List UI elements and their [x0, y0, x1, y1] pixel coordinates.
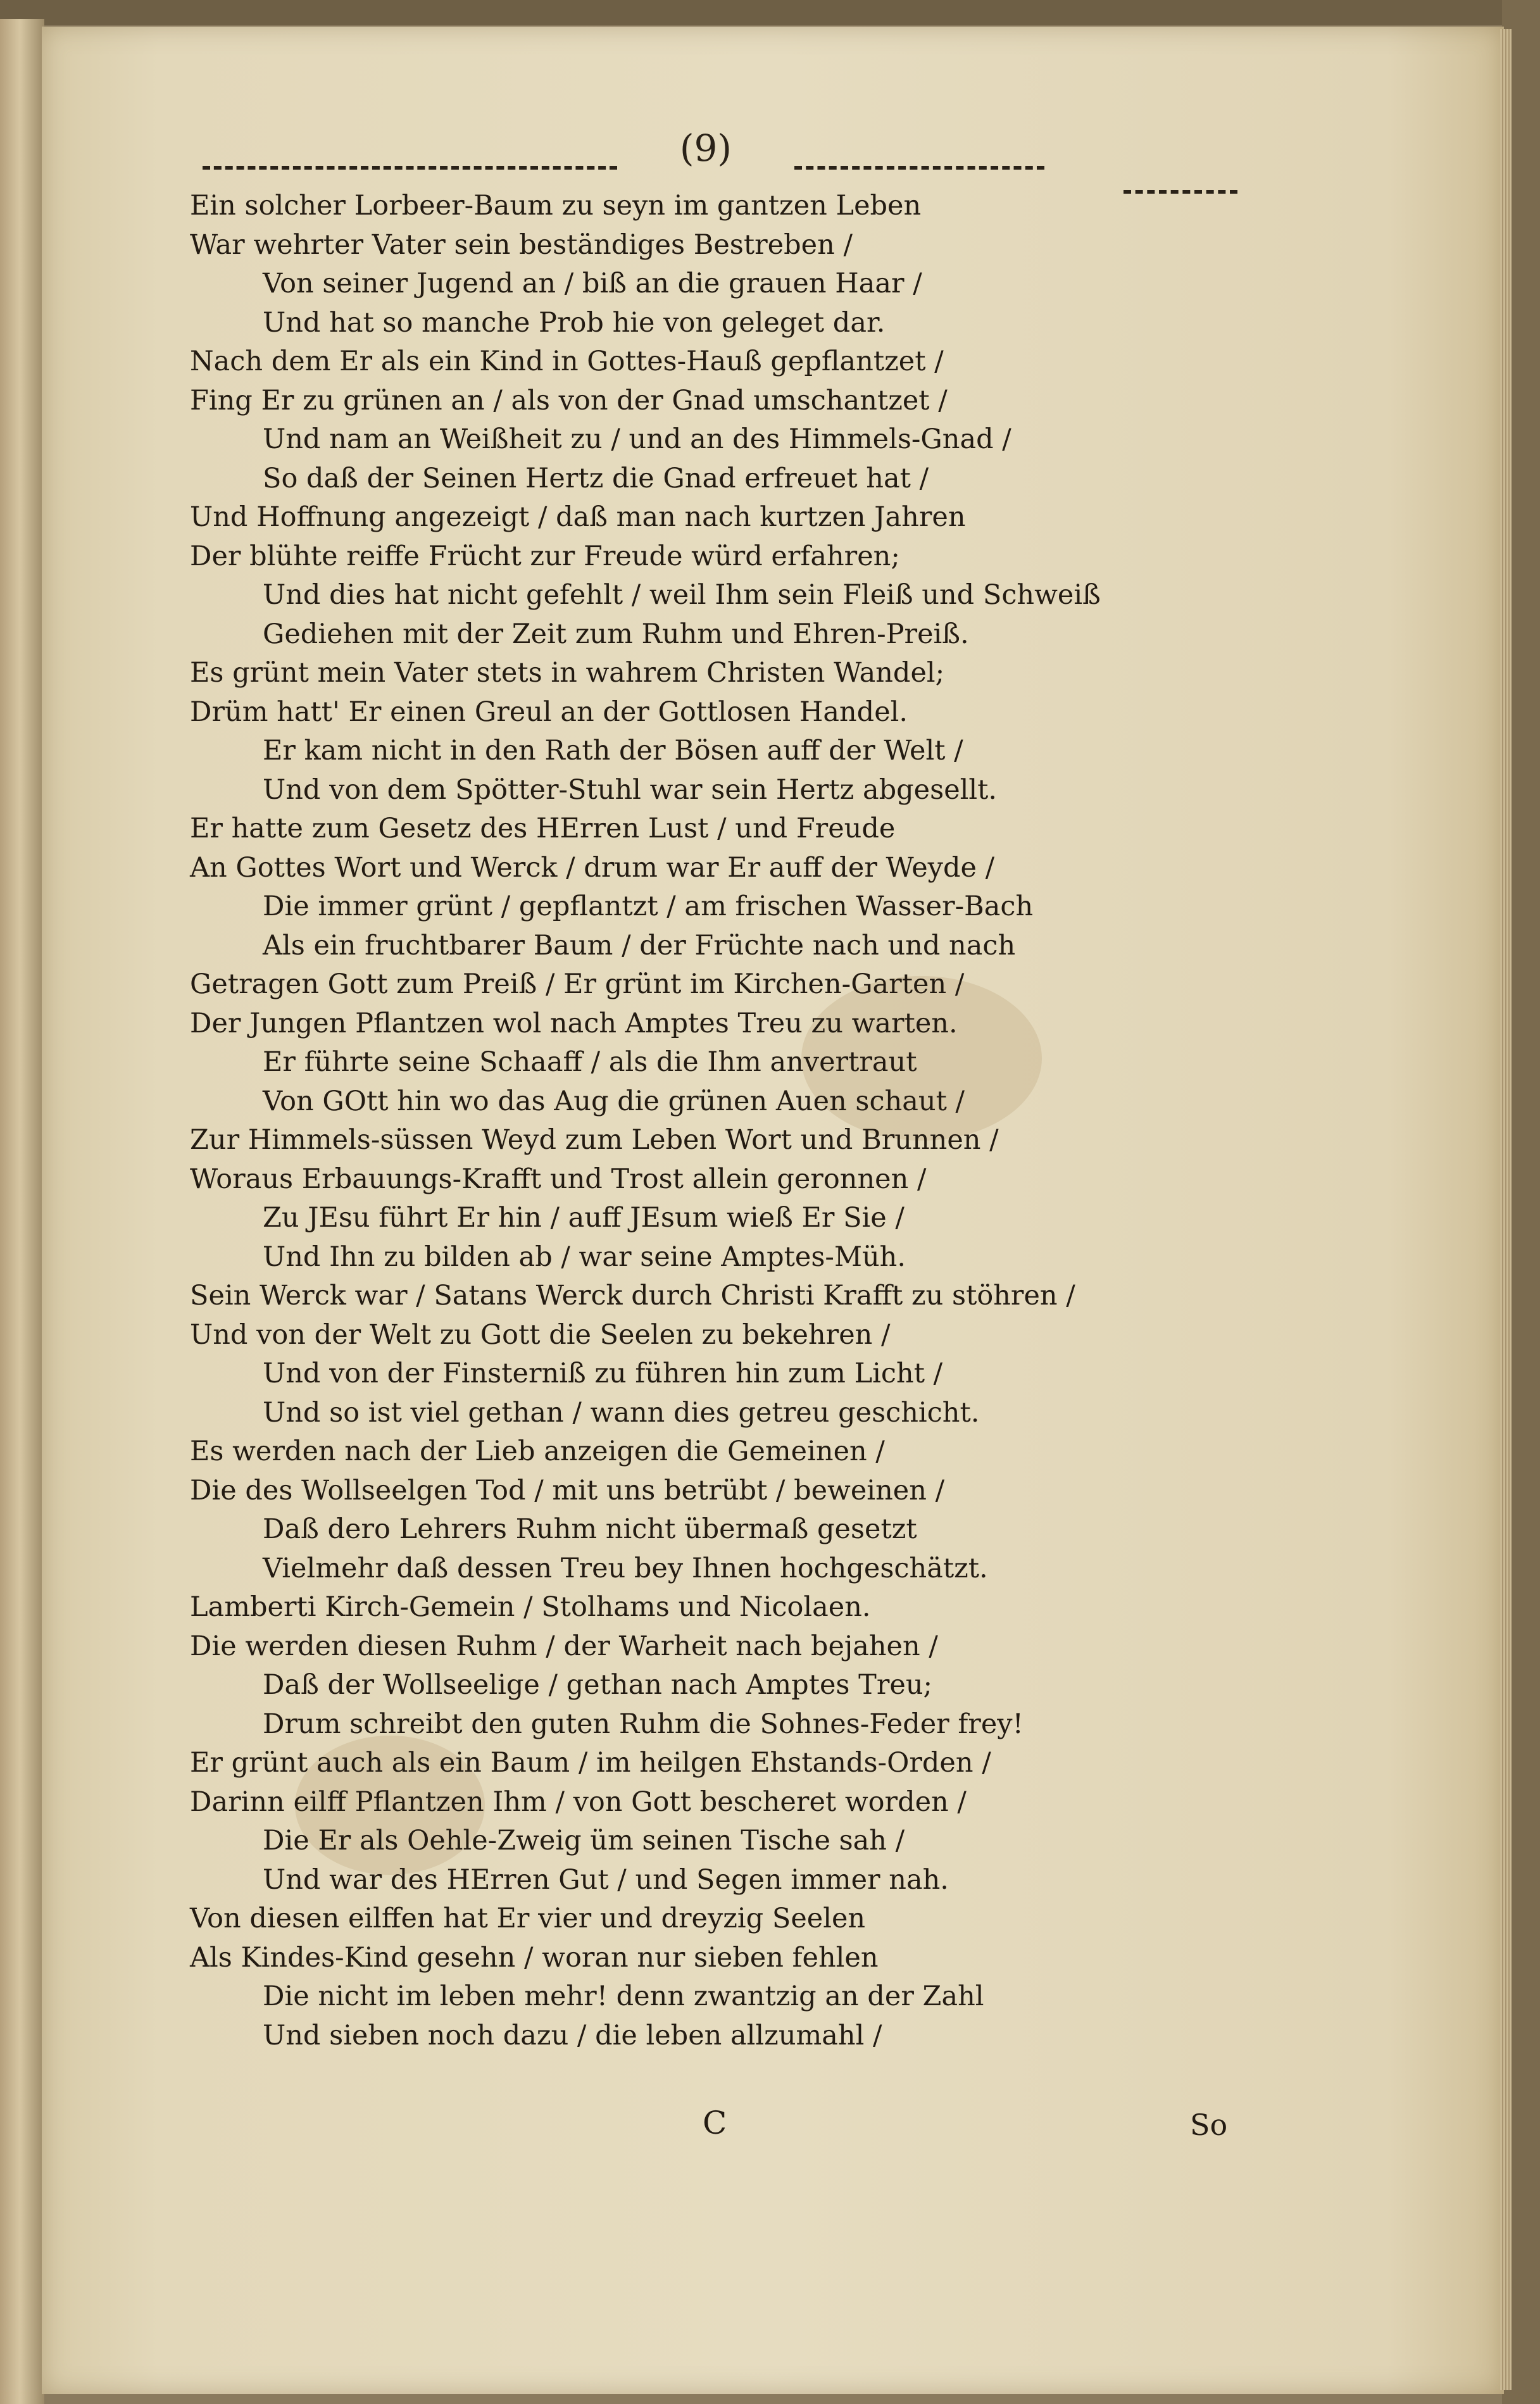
signature-mark: C [703, 2105, 727, 2141]
poem-line: Fing Er zu grünen an / als von der Gnad umschantzet / [190, 384, 948, 416]
poem-line: Daß der Wollseelige / gethan nach Amptes Treu; [263, 1669, 933, 1701]
poem-line: Getragen Gott zum Preiß / Er grünt im Kirchen-Garten / [190, 968, 965, 1000]
poem-line: Und Hoffnung angezeigt / daß man nach kurtzen Jahren [190, 501, 966, 533]
header-rule-left [203, 166, 617, 170]
poem-line: Und so ist viel gethan / wann dies getreu geschicht. [263, 1396, 980, 1429]
poem-line: Lamberti Kirch-Gemein / Stolhams und Nicolaen. [190, 1591, 871, 1623]
scan-background [0, 0, 1540, 25]
poem-line: So daß der Seinen Hertz die Gnad erfreuet hat / [263, 462, 929, 494]
right-page-edges [1500, 29, 1512, 2390]
poem-line: Er führte seine Schaaff / als die Ihm anvertraut [263, 1046, 917, 1078]
poem-line: Gediehen mit der Zeit zum Ruhm und Ehren-Preiß. [263, 618, 969, 650]
poem-line: Der Jungen Pflantzen wol nach Amptes Treu zu warten. [190, 1007, 958, 1039]
poem-line: War wehrter Vater sein beständiges Bestreben / [190, 229, 853, 261]
poem-line: Sein Werck war / Satans Werck durch Christi Krafft zu stöhren / [190, 1280, 1075, 1312]
poem-line: Der blühte reiffe Frücht zur Freude würd erfahren; [190, 540, 900, 572]
poem-line: Zur Himmels-süssen Weyd zum Leben Wort und Brunnen / [190, 1124, 999, 1156]
poem-line: Und war des HErren Gut / und Segen immer nah. [263, 1863, 949, 1896]
poem-line: Von seiner Jugend an / biß an die grauen Haar / [263, 268, 922, 299]
poem-line: Und von der Welt zu Gott die Seelen zu bekehren / [190, 1318, 891, 1351]
poem-line: Von diesen eilffen hat Er vier und dreyzig Seelen [190, 1903, 866, 1934]
poem-line: Er grünt auch als ein Baum / im heilgen Ehstands-Orden / [190, 1747, 991, 1779]
poem-line: Drüm hatt' Er einen Greul an der Gottlosen Handel. [190, 696, 908, 728]
poem-line: Daß dero Lehrers Ruhm nicht übermaß gesetzt [263, 1513, 917, 1545]
poem-line: Die des Wollseelgen Tod / mit uns betrübt / beweinen / [190, 1474, 945, 1506]
poem-line: Die werden diesen Ruhm / der Warheit nach bejahen / [190, 1630, 938, 1662]
page-number: (9) [679, 127, 732, 170]
poem-line: Und von dem Spötter-Stuhl war sein Hertz abgesellt. [263, 773, 998, 806]
poem-line: Und Ihn zu bilden ab / war seine Amptes-Müh. [263, 1241, 906, 1273]
poem-line: An Gottes Wort und Werck / drum war Er auff der Weyde / [190, 851, 995, 884]
poem-line: Vielmehr daß dessen Treu bey Ihnen hochgeschätzt. [263, 1552, 988, 1584]
poem-line: Die nicht im leben mehr! denn zwantzig an der Zahl [263, 1981, 984, 2012]
poem-line: Als Kindes-Kind gesehn / woran nur sieben fehlen [190, 1941, 879, 1974]
poem-line: Und hat so manche Prob hie von geleget dar. [263, 306, 886, 339]
poem-line: Er kam nicht in den Rath der Bösen auff der Welt / [263, 735, 963, 767]
poem-line: Und von der Finsterniß zu führen hin zum Licht / [263, 1358, 943, 1389]
header-rule-right [794, 166, 1044, 170]
poem-line: Und dies hat nicht gefehlt / weil Ihm sein Fleiß und Schweiß [263, 579, 1101, 611]
left-page-edge [0, 19, 44, 2404]
poem-line: Er hatte zum Gesetz des HErren Lust / und Freude [190, 813, 896, 844]
poem-line: Nach dem Er als ein Kind in Gottes-Hauß gepflantzet / [190, 346, 944, 377]
poem-line: Die Er als Oehle-Zweig üm seinen Tische sah / [263, 1825, 905, 1856]
poem-line: Die immer grünt / gepflantzt / am frischen Wasser-Bach [263, 891, 1034, 922]
poem-text [190, 187, 1215, 2055]
poem-line: Zu JEsu führt Er hin / auff JEsum wieß Er Sie / [263, 1202, 905, 1234]
poem-line: Darinn eilff Pflantzen Ihm / von Gott bescheret worden / [190, 1786, 967, 1818]
poem-line: Woraus Erbauungs-Krafft und Trost allein geronnen / [190, 1163, 927, 1195]
poem-line: Es werden nach der Lieb anzeigen die Gemeinen / [190, 1436, 885, 1467]
poem-line: Es grünt mein Vater stets in wahrem Christen Wandel; [190, 657, 945, 689]
poem-line: Als ein fruchtbarer Baum / der Früchte nach und nach [263, 929, 1016, 961]
poem-line: Und sieben noch dazu / die leben allzumahl / [263, 2019, 882, 2051]
poem-line: Und nam an Weißheit zu / und an des Himmels-Gnad / [263, 423, 1011, 455]
catchword: So [1190, 2108, 1228, 2142]
poem-line: Von GOtt hin wo das Aug die grünen Auen schaut / [263, 1085, 965, 1117]
poem-line: Ein solcher Lorbeer-Baum zu seyn im gantzen Leben [190, 190, 922, 222]
poem-line: Drum schreibt den guten Ruhm die Sohnes-Feder frey! [263, 1708, 1024, 1740]
